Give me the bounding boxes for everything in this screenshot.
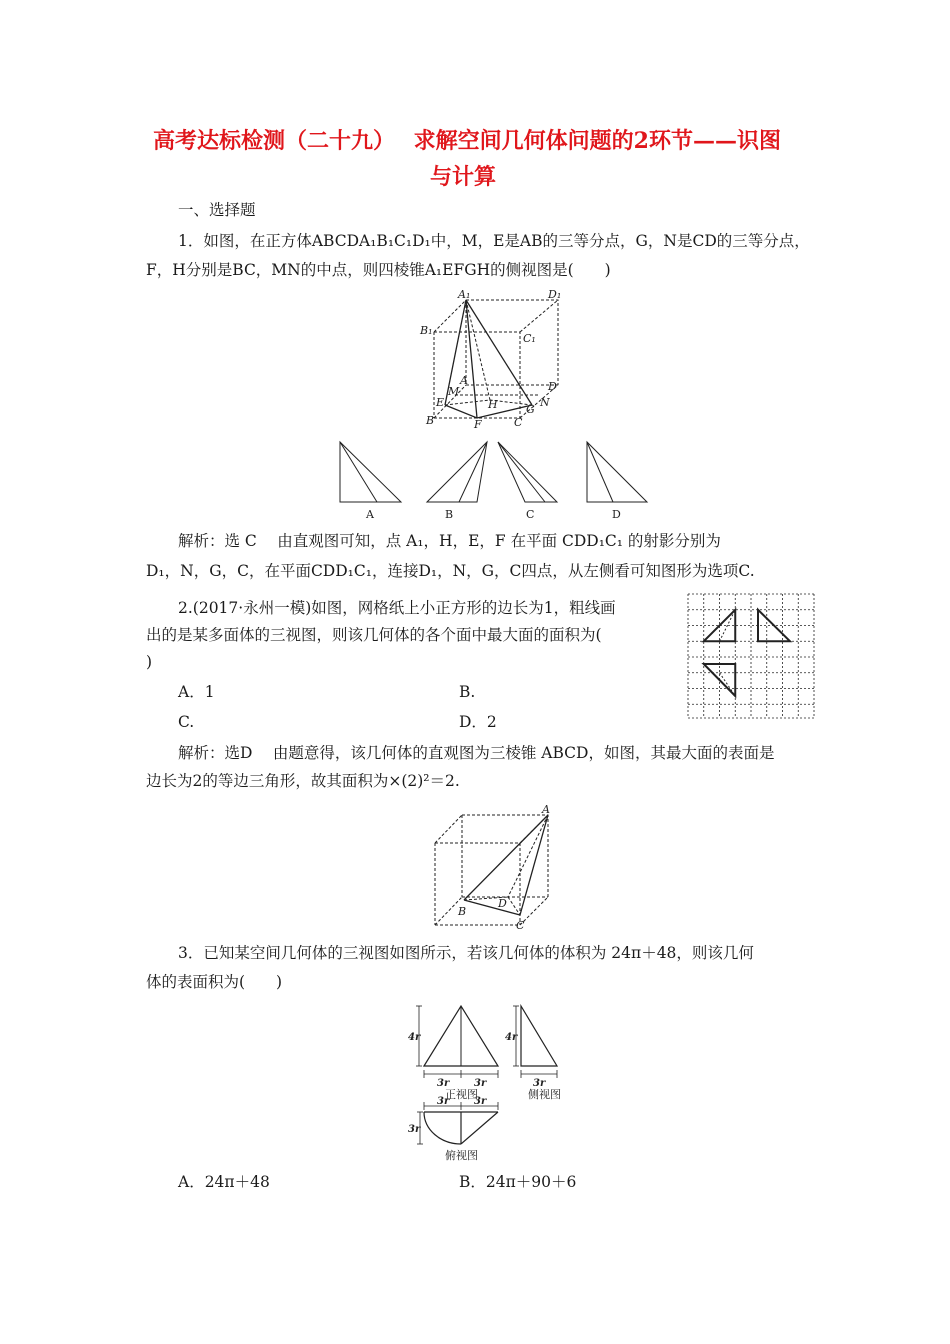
q2-label-C: C [516, 919, 525, 932]
q2-analysis-line2: 边长为2的等边三角形，故其面积为×(2)²＝2. [146, 772, 460, 790]
q1-cube-figure [420, 290, 560, 430]
dim-4r-side: 4r [505, 1032, 518, 1043]
q3-option-A: A．24π＋48 [178, 1173, 270, 1191]
label-F: F [474, 418, 482, 431]
label-M: M [448, 385, 460, 398]
q2-label-D: D [498, 897, 507, 910]
label-N: N [540, 396, 550, 409]
q3-line1: 3．已知某空间几何体的三视图如图所示，若该几何体的体积为 24π＋48，则该几何 [178, 944, 754, 962]
q1-analysis-line1: 解析：选 C 由直观图可知，点 A₁，H，E，F 在平面 CDD₁C₁ 的射影分别为 [178, 532, 721, 550]
q1-line2: F，H分别是BC，MN的中点，则四棱锥A₁EFGH的侧视图是( ) [146, 261, 611, 279]
q2-option-A: A．1 [178, 683, 215, 701]
label-A: A [460, 374, 468, 387]
dim-3r-top-right: 3r [474, 1096, 487, 1107]
label-front-view: 正视图 [445, 1088, 478, 1101]
q2-cube-figure [430, 805, 555, 930]
dim-3r-side: 3r [533, 1078, 546, 1089]
q2-analysis-line1: 解析：选D 由题意得，该几何体的直观图为三棱锥 ABCD，如图，其最大面的表面是 [178, 744, 775, 762]
q3-option-B: B．24π＋90＋6 [459, 1173, 577, 1191]
q1-option-C-label: C [526, 508, 535, 521]
label-H: H [488, 398, 498, 411]
section-heading: 一、选择题 [178, 201, 256, 219]
label-C: C [514, 416, 523, 429]
q2-line2: 出的是某多面体的三视图，则该几何体的各个面中最大面的面积为( [146, 626, 602, 644]
label-C1: C₁ [523, 332, 536, 345]
dim-3r-top-height: 3r [408, 1124, 421, 1135]
label-B1: B₁ [420, 324, 433, 337]
q2-option-D: D．2 [459, 713, 497, 731]
dim-4r-front: 4r [408, 1032, 421, 1043]
dim-3r-front-left: 3r [437, 1078, 450, 1089]
q2-label-A: A [542, 803, 550, 816]
q3-three-view-figure [408, 1000, 582, 1162]
q1-option-B-label: B [445, 508, 454, 521]
label-E: E [436, 396, 445, 409]
q1-option-A-label: A [366, 508, 374, 521]
label-top-view: 俯视图 [445, 1149, 478, 1162]
q2-option-B: B. [459, 683, 476, 701]
label-D: D [548, 380, 557, 393]
dim-3r-front-right: 3r [474, 1078, 487, 1089]
q2-label-B: B [458, 905, 467, 918]
page-title-line1: 高考达标检测（二十九） 求解空间几何体问题的2环节——识图 [153, 128, 781, 154]
q2-grid-figure [686, 592, 818, 720]
q2-option-C: C. [178, 713, 195, 731]
page-title-line2: 与计算 [430, 164, 497, 190]
q1-option-D-label: D [612, 508, 621, 521]
q1-analysis-line2: D₁，N，G，C，在平面CDD₁C₁，连接D₁，N，G，C四点，从左侧看可知图形为选项C. [146, 562, 755, 580]
q2-line1: 2.(2017·永州一模)如图，网格纸上小正方形的边长为1，粗线画 [178, 599, 616, 617]
q1-line1: 1．如图，在正方体ABCDA₁B₁C₁D₁中，M，E是AB的三等分点，G，N是CD的三等分点， [178, 232, 810, 250]
q3-line2: 体的表面积为( ) [146, 973, 283, 991]
label-G: G [526, 403, 535, 416]
label-B: B [426, 414, 435, 427]
label-side-view: 侧视图 [528, 1088, 561, 1101]
label-D1: D₁ [548, 288, 562, 301]
q1-option-figures [335, 440, 675, 520]
label-A1: A₁ [458, 288, 471, 301]
q2-line3: ) [146, 653, 153, 671]
dim-3r-top-left: 3r [437, 1096, 450, 1107]
